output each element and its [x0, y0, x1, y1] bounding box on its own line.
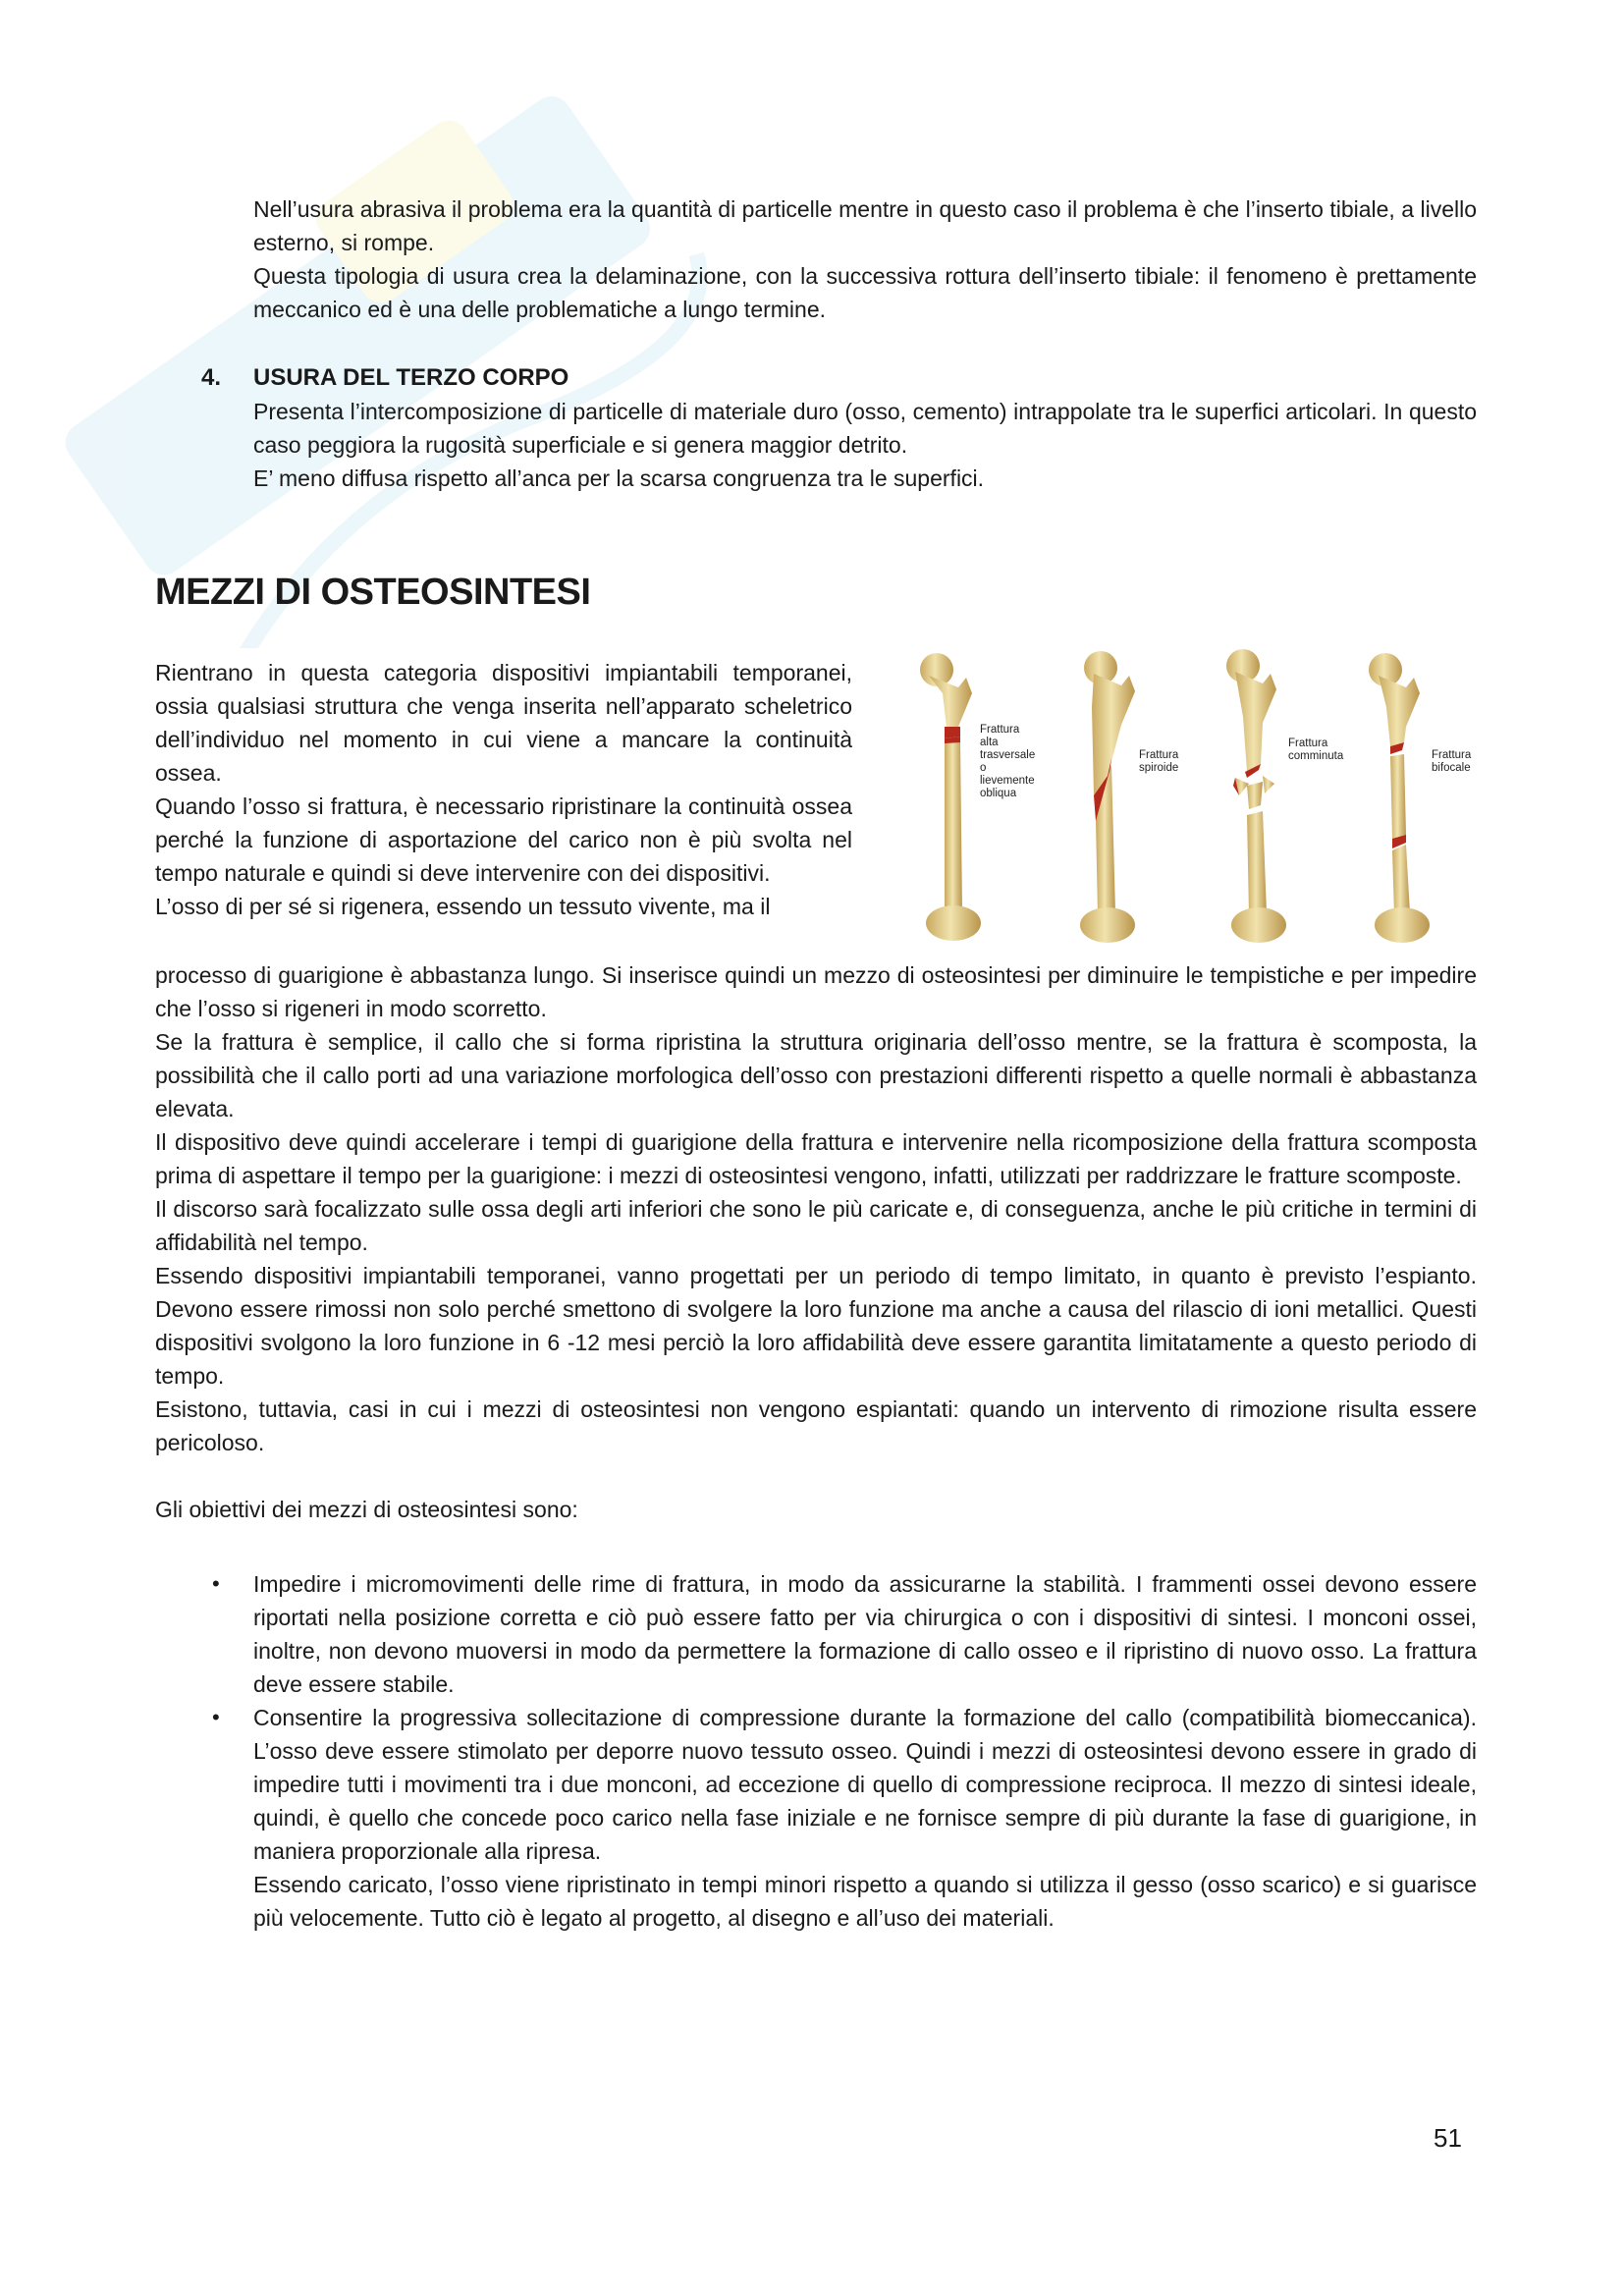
label-line: obliqua — [980, 788, 1017, 799]
femur-bifocal-illustration — [1369, 653, 1430, 943]
label-line: spiroide — [1139, 762, 1179, 774]
section-4-body — [253, 395, 1477, 495]
continuation-block — [253, 192, 1477, 326]
label-line: alta — [980, 737, 999, 748]
section-4-heading — [201, 361, 568, 395]
paragraph: Questa tipologia di usura crea la delaminazione, con la successiva rottura dell’inserto tibiale: il fenomeno è prettamente meccanico ed è una delle problematiche a lungo termine. — [253, 263, 1477, 322]
list-item — [212, 1567, 1477, 1701]
femur-comminuted-illustration — [1226, 649, 1286, 943]
paragraph: Rientrano in questa categoria dispositivi impiantabili temporanei, ossia qualsiasi struttura che venga inserita nell’apparato scheletrico dell’individuo nel momento in cui viene a mancare la continuità ossea. — [155, 660, 852, 786]
list-item-extra-text: Essendo caricato, l’osso viene ripristinato in tempi minori rispetto a quando si utilizza il gesso (osso scarico) e si guarisce più velocemente. Tutto ciò è legato al progetto, al disegno e all’uso dei materiali. — [253, 1872, 1477, 1931]
list-item-text: Impedire i micromovimenti delle rime di frattura, in modo da assicurarne la stabilità. I frammenti ossei devono essere riportati nella posizione corretta e ciò può essere fatto per via chirurgica o con i dispositivi di sintesi. I monconi ossei, inoltre, non devono muoversi in modo da permettere la formazione di callo osseo e il ripristino di nuovo osso. La frattura deve essere stabile. — [253, 1571, 1477, 1697]
label-line: lievemente — [980, 775, 1035, 787]
section-title: USURA DEL TERZO CORPO — [253, 364, 569, 391]
label-line: Frattura — [980, 724, 1020, 736]
label-line: Frattura — [1432, 749, 1472, 761]
section-number: 4. — [201, 364, 222, 391]
paragraph: Presenta l’intercomposizione di particelle di materiale duro (osso, cemento) intrappolate tra le superfici articolari. In questo caso peggiora la rugosità superficiale e si genera maggior detrito. — [253, 399, 1477, 458]
main-heading: MEZZI DI OSTEOSINTESI — [155, 572, 591, 613]
list-item — [212, 1701, 1477, 1935]
paragraph: Esistono, tuttavia, casi in cui i mezzi di osteosintesi non vengono espiantati: quando un intervento di rimozione risulta essere pericoloso. — [155, 1396, 1477, 1455]
paragraph: processo di guarigione è abbastanza lungo. Si inserisce quindi un mezzo di osteosintesi per diminuire le tempistiche e per impedire che l’osso si rigeneri in modo scorretto. — [155, 962, 1477, 1021]
objectives-list — [212, 1567, 1477, 1935]
objectives-intro: Gli obiettivi dei mezzi di osteosintesi sono: — [155, 1497, 578, 1522]
paragraph: E’ meno diffusa rispetto all’anca per la scarsa congruenza tra le superfici. — [253, 465, 985, 491]
label-line: comminuta — [1288, 750, 1344, 762]
bullet-icon: • — [212, 1571, 220, 1596]
watermark-logo — [20, 39, 707, 648]
femur-fractures-figure — [890, 648, 1489, 953]
bullet-icon: • — [212, 1705, 220, 1729]
paragraph: Il discorso sarà focalizzato sulle ossa degli arti inferiori che sono le più caricate e, di conseguenza, anche le più critiche in termini di affidabilità nel tempo. — [155, 1196, 1477, 1255]
label-line: o — [980, 762, 987, 774]
label-line: bifocale — [1432, 762, 1471, 774]
intro-text — [155, 656, 852, 923]
list-item-text: Consentire la progressiva sollecitazione di compressione durante la formazione del callo (compatibilità biomeccanica). L’osso deve essere stimolato per deporre nuovo tessuto osseo. Quindi i mezzi di osteosintesi devono essere in grado di impedire tutti i movimenti tra i due monconi, ad eccezione di quello di compressione reciproca. Il mezzo di sintesi ideale, quindi, è quello che concede poco carico nella fase iniziale e ne fornisce sempre di più durante la fase di guarigione, in maniera proporzionale alla ripresa. — [253, 1705, 1477, 1864]
paragraph: Quando l’osso si frattura, è necessario ripristinare la continuità ossea perché la funzione di asportazione del carico non è più svolta nel tempo naturale e quindi si deve intervenire con dei dispositivi. — [155, 793, 852, 886]
femur-spiral-illustration — [1080, 651, 1135, 943]
paragraph: Essendo dispositivi impiantabili temporanei, vanno progettati per un periodo di tempo limitato, in quanto è previsto l’espianto. Devono essere rimossi non solo perché smettono di svolgere la loro funzione ma anche a causa del rilascio di ioni metallici. Questi dispositivi svolgono la loro funzione in 6 -12 mesi perciò la loro affidabilità deve essere garantita limitatamente a questo periodo di tempo. — [155, 1263, 1477, 1389]
paragraph: L’osso di per sé si rigenera, essendo un tessuto vivente, ma il — [155, 894, 771, 919]
femur-transverse-illustration — [920, 653, 981, 941]
label-line: Frattura — [1139, 749, 1179, 761]
label-line: Frattura — [1288, 738, 1328, 749]
label-transverse — [980, 724, 1035, 799]
paragraph: Il dispositivo deve quindi accelerare i tempi di guarigione della frattura e intervenire nella ricomposizione della frattura scomposta prima di aspettare il tempo per la guarigione: i mezzi di osteosintesi vengono, infatti, utilizzati per raddrizzare le fratture scomposte. — [155, 1129, 1477, 1188]
page-number: 51 — [1434, 2123, 1462, 2153]
body-text — [155, 958, 1477, 1526]
label-spiral — [1139, 749, 1179, 774]
paragraph: Se la frattura è semplice, il callo che si forma ripristina la struttura originaria dell’osso mentre, se la frattura è scomposta, la possibilità che il callo porti ad una variazione morfologica dell’osso con prestazioni differenti rispetto a quelle normali è abbastanza elevata. — [155, 1029, 1477, 1121]
label-bifocal — [1432, 749, 1472, 774]
paragraph: Nell’usura abrasiva il problema era la quantità di particelle mentre in questo caso il problema è che l’inserto tibiale, a livello esterno, si rompe. — [253, 196, 1477, 255]
label-line: trasversale — [980, 749, 1036, 761]
label-comminuted — [1288, 738, 1344, 762]
